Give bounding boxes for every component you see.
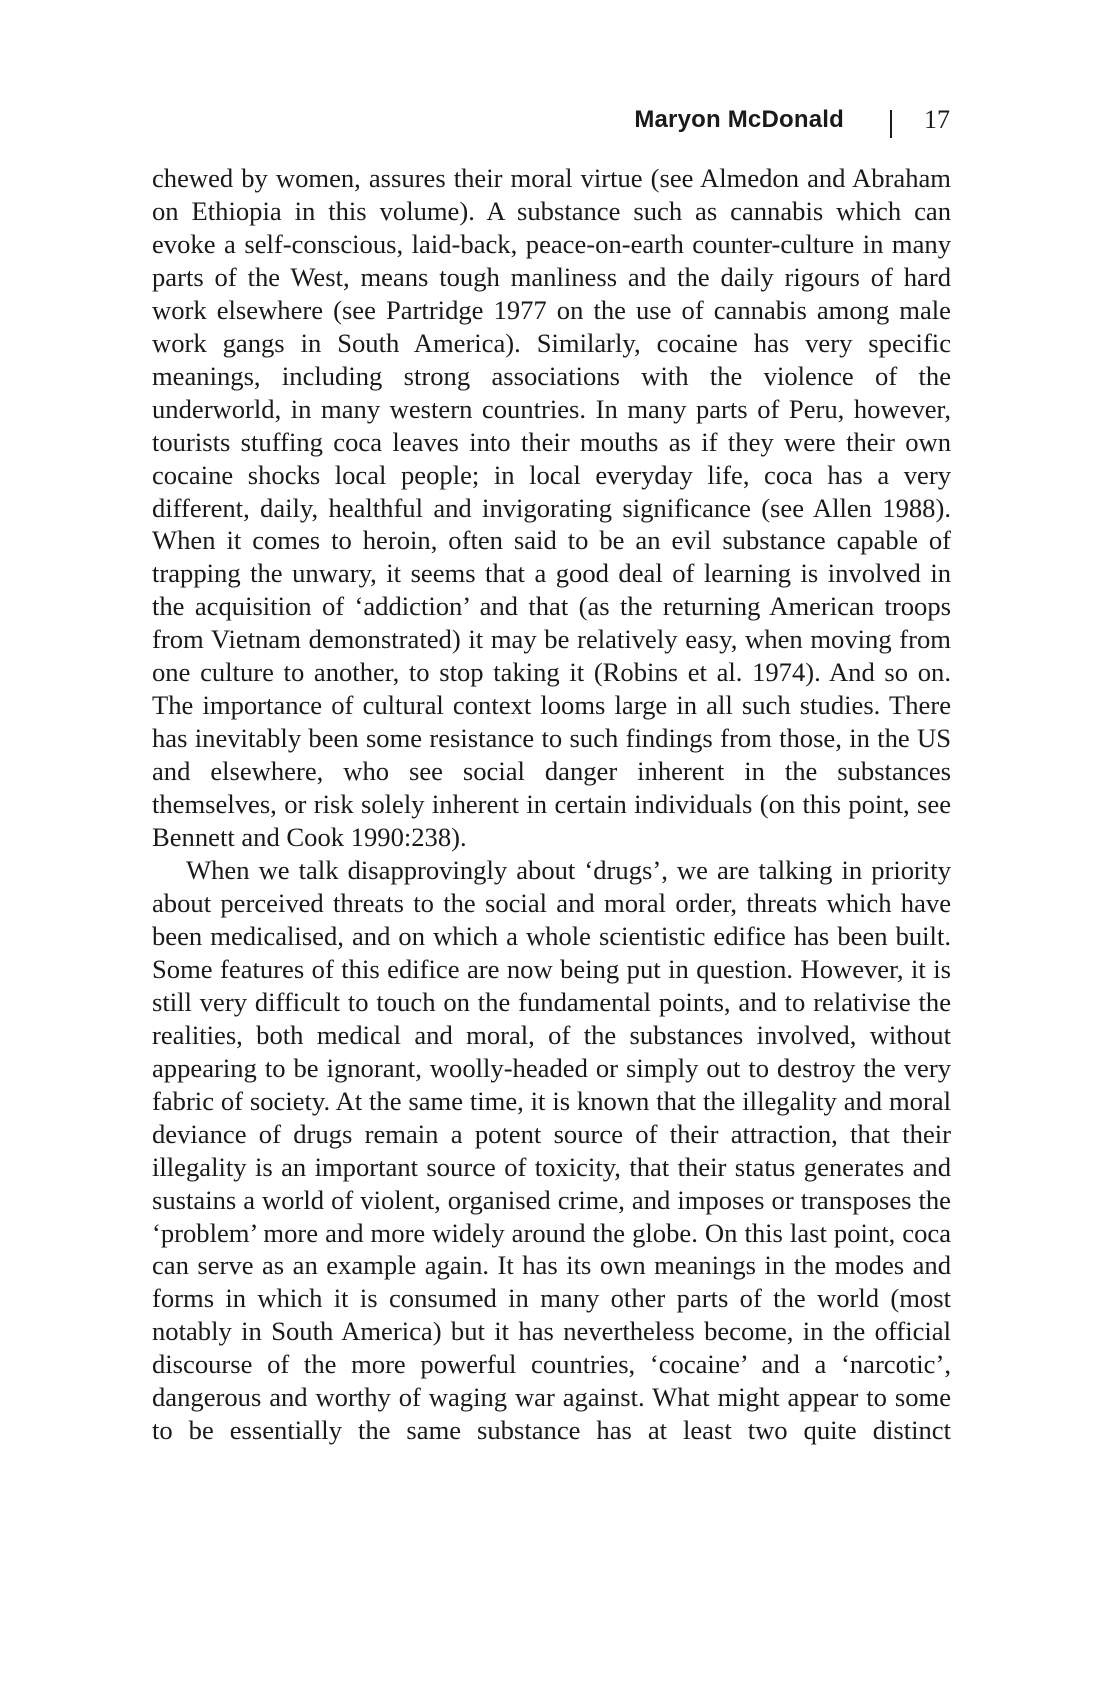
running-head bbox=[155, 100, 950, 140]
running-head-separator bbox=[890, 110, 892, 138]
running-head-author: Maryon McDonald bbox=[634, 106, 844, 133]
page-number: 17 bbox=[924, 105, 950, 134]
paragraph-2: When we talk disapprovingly about ‘drugs’, we are talking in priority about perceived threats to the social and moral order, threats which have been medicalised, and on which a whole scientistic edifice has been built. Some features of this edifice are now being put in question. However, it is still very difficult to touch on the fundamental points, and to relativise the realities, both medical and moral, of the substances involved, without appearing to be ignorant, woolly-headed or simply out to destroy the very fabric of society. At the same time, it is known that the illegality and moral deviance of drugs remain a potent source of their attraction, that their illegality is an important source of toxicity, that their status generates and sustains a world of violent, organised crime, and imposes or transposes the ‘problem’ more and more widely around the globe. On this last point, coca can serve as an example again. It has its own meanings in the modes and forms in which it is consumed in many other parts of the world (most notably in South America) but it has nevertheless become, in the official discourse of the more powerful countries, ‘cocaine’ and a ‘narcotic’, dangerous and worthy of waging war against. What might appear to some to be essentially the same substance has at least two quite distinct bbox=[152, 855, 951, 1446]
paragraph-1: chewed by women, assures their moral virtue (see Almedon and Abraham on Ethiopia in this volume). A substance such as cannabis which can evoke a self-conscious, laid-back, peace-on-earth counter-culture in many parts of the West, means tough manliness and the daily rigours of hard work elsewhere (see Partridge 1977 on the use of cannabis among male work gangs in South America). Similarly, cocaine has very specific meanings, including strong associations with the violence of the underworld, in many western countries. In many parts of Peru, however, tourists stuffing coca leaves into their mouths as if they were their own cocaine shocks local people; in local everyday life, coca has a very different, daily, healthful and invigorating significance (see Allen 1988). When it comes to heroin, often said to be an evil substance capable of trapping the unwary, it seems that a good deal of learning is involved in the acquisition of ‘addiction’ and that (as the returning American troops from Vietnam demonstrated) it may be relatively easy, when moving from one culture to another, to stop taking it (Robins et al. 1974). And so on. The importance of cultural context looms large in all such studies. There has inevitably been some resistance to such findings from those, in the US and elsewhere, who see social danger inherent in the substances themselves, or risk solely inherent in certain individuals (on this point, see Bennett and Cook 1990:238). bbox=[152, 163, 951, 853]
body-text bbox=[152, 162, 951, 1447]
